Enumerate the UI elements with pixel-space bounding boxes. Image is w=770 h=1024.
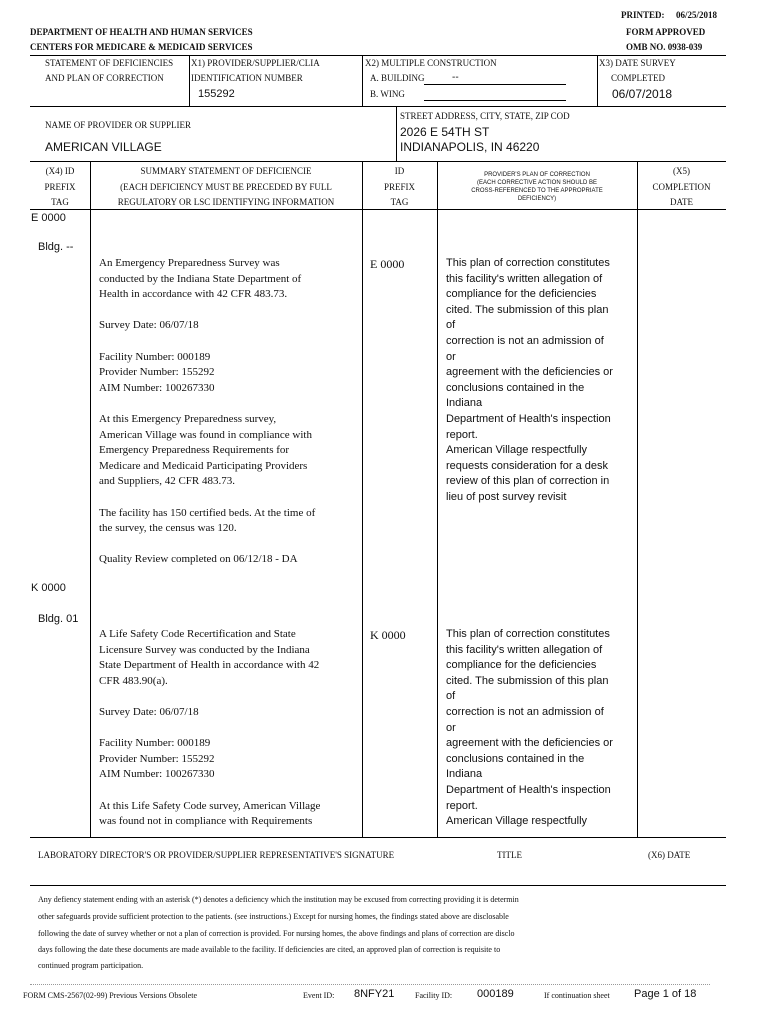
omb-number: OMB NO. 0938-039 — [626, 42, 703, 52]
id-prefix-label: PREFIX — [383, 182, 415, 192]
body-divider — [362, 209, 363, 837]
x5-completion-label: COMPLETION — [652, 182, 711, 192]
body-divider — [437, 209, 438, 837]
address-label: STREET ADDRESS, CITY, STATE, ZIP COD — [400, 111, 570, 121]
continuation-label: If continuation sheet — [544, 991, 610, 1000]
id-tag-label: TAG — [390, 197, 409, 207]
x5-label: (X5) — [673, 166, 690, 176]
entry-summary: A Life Safety Code Recertification and State Licensure Survey was conducted by the Indiana State Department of Health in accordance with 42 CFR 483.90(a). Survey Date: 06/07/18 Facility Number: 000189 Provider Number: 155292 AIM Number: 100267330 At this Life Safety Code survey, American Village was found not in compliance with Requirements — [99, 628, 321, 828]
facility-id-value: 000189 — [477, 988, 514, 1000]
title-label: TITLE — [497, 850, 522, 860]
address-line1: 2026 E 54TH ST — [400, 125, 490, 139]
statement-label: STATEMENT OF DEFICIENCIES — [45, 58, 174, 68]
x3-label: X3) DATE SURVEY — [599, 58, 676, 68]
address-line2: INDIANAPOLIS, IN 46220 — [400, 140, 540, 154]
survey-date-value: 06/07/2018 — [612, 87, 673, 101]
facility-id-label: Facility ID: — [415, 991, 453, 1000]
summary-heading: SUMMARY STATEMENT OF DEFICIENCIE — [140, 166, 312, 176]
signature-date-label: (X6) DATE — [648, 850, 691, 860]
entry-tag: K 0000 — [31, 582, 66, 594]
printed-label: PRINTED: — [621, 10, 665, 20]
printed-date: 06/25/2018 — [676, 10, 718, 20]
signature-label: LABORATORY DIRECTOR'S OR PROVIDER/SUPPLIER REPRESENTATIVE'S SIGNATURE — [38, 850, 395, 860]
event-id-label: Event ID: — [303, 991, 335, 1000]
disclaimer-line: following the date of survey whether or not a plan of correction is provided. For nursing homes, the above findings and plans of correction are disclo — [38, 929, 515, 938]
disclaimer-line: other safeguards provide sufficient protection to the patients. (see instructions.) Except for nursing homes, the findings stated above are disclosable — [38, 912, 509, 921]
summary-subheading: REGULATORY OR LSC IDENTIFYING INFORMATION — [117, 197, 335, 207]
building-value: -- — [452, 72, 459, 83]
plan-subheading: CROSS-REFERENCED TO THE APPROPRIATE — [471, 188, 603, 194]
provider-id-value: 155292 — [198, 88, 235, 100]
form-number: FORM CMS-2567(02-99) Previous Versions Obsolete — [23, 991, 198, 1000]
entry-bldg: Bldg. -- — [38, 241, 74, 253]
disclaimer-line: continued program participation. — [38, 961, 144, 970]
plan-heading: PROVIDER'S PLAN OF CORRECTION — [484, 172, 590, 178]
id-label: ID — [394, 166, 405, 176]
provider-name-label: NAME OF PROVIDER OR SUPPLIER — [45, 120, 192, 130]
wing-label: B. WING — [370, 89, 405, 99]
building-underline — [424, 84, 566, 85]
event-id-value: 8NFY21 — [354, 988, 395, 1000]
entry-id-tag: K 0000 — [370, 628, 406, 642]
provider-name-value: AMERICAN VILLAGE — [45, 140, 162, 154]
building-label: A. BUILDING — [370, 73, 425, 83]
x4-id-label: (X4) ID — [45, 166, 75, 176]
x5-date-label: DATE — [670, 197, 693, 207]
body-bottom-rule — [30, 837, 726, 838]
column-header-rule — [30, 209, 726, 210]
provider-rule — [30, 161, 726, 162]
plan-subheading: (EACH CORRECTIVE ACTION SHOULD BE — [476, 180, 598, 186]
address-divider — [396, 106, 397, 161]
body-divider — [90, 209, 91, 837]
plan-label: AND PLAN OF CORRECTION — [45, 73, 164, 83]
entry-correction: This plan of correction constitutes this facility's written allegation of compliance for the deficiencies cited. The submission of this plan of correction is not an admission of or agreement with the deficiencies or conclusions contained in the Indiana Department of Health's inspection report. American Village respectfully — [446, 628, 613, 828]
x1-sublabel: IDENTIFICATION NUMBER — [191, 73, 303, 83]
footer-rule — [30, 984, 710, 985]
header-top-rule — [30, 55, 726, 56]
entry-tag: E 0000 — [31, 212, 66, 224]
entry-correction: This plan of correction constitutes this facility's written allegation of compliance for the deficiencies cited. The submission of this plan of correction is not an admission of or agreement with the deficiencies or conclusions contained in the Indiana Department of Health's inspection report. American Village respectfully requests consideration for a desk review of this plan of correction in lieu of post survey revisit — [446, 257, 613, 503]
disclaimer-line: Any defiency statement ending with an asterisk (*) denotes a deficiency which the institution may be excused from correcting providing it is determin — [38, 895, 519, 904]
x4-prefix-label: PREFIX — [44, 182, 76, 192]
agency-line2: CENTERS FOR MEDICARE & MEDICAID SERVICES — [30, 42, 253, 52]
entry-summary: An Emergency Preparedness Survey was conducted by the Indiana State Department of Health in accordance with 42 CFR 483.73. Survey Date: 06/07/18 Facility Number: 000189 Provider Number: 155292 AIM Number: 100267330 At this Emergency Preparedness survey, American Village was found in compliance with Emergency Preparedness Requirements for Medicare and Medicaid Participating Providers and Suppliers, 42 CFR 483.73. The facility has 150 certified beds. At the time of the survey, the census was 120. Quality Review completed on 06/12/18 - DA — [99, 257, 316, 566]
disclaimer-line: days following the date these documents are made available to the facility. If deficiencies are cited, an approved plan of correction is requisite to — [38, 945, 501, 954]
header-rule — [30, 106, 726, 107]
header-divider — [362, 55, 363, 106]
header-divider — [189, 55, 190, 106]
signature-rule — [30, 885, 726, 886]
header-divider — [597, 55, 598, 106]
x2-label: X2) MULTIPLE CONSTRUCTION — [365, 58, 497, 68]
form-approved: FORM APPROVED — [626, 27, 706, 37]
entry-id-tag: E 0000 — [370, 257, 405, 271]
plan-subheading: DEFICIENCY) — [517, 196, 557, 202]
wing-underline — [424, 100, 566, 101]
body-divider — [637, 209, 638, 837]
agency-line1: DEPARTMENT OF HEALTH AND HUMAN SERVICES — [30, 27, 253, 37]
summary-subheading: (EACH DEFICIENCY MUST BE PRECEDED BY FULL — [120, 182, 332, 192]
x4-tag-label: TAG — [51, 197, 69, 207]
x3-sublabel: COMPLETED — [611, 73, 665, 83]
page-number: Page 1 of 18 — [634, 988, 697, 1000]
entry-bldg: Bldg. 01 — [38, 613, 79, 625]
x1-label: X1) PROVIDER/SUPPLIER/CLIA — [191, 58, 320, 68]
